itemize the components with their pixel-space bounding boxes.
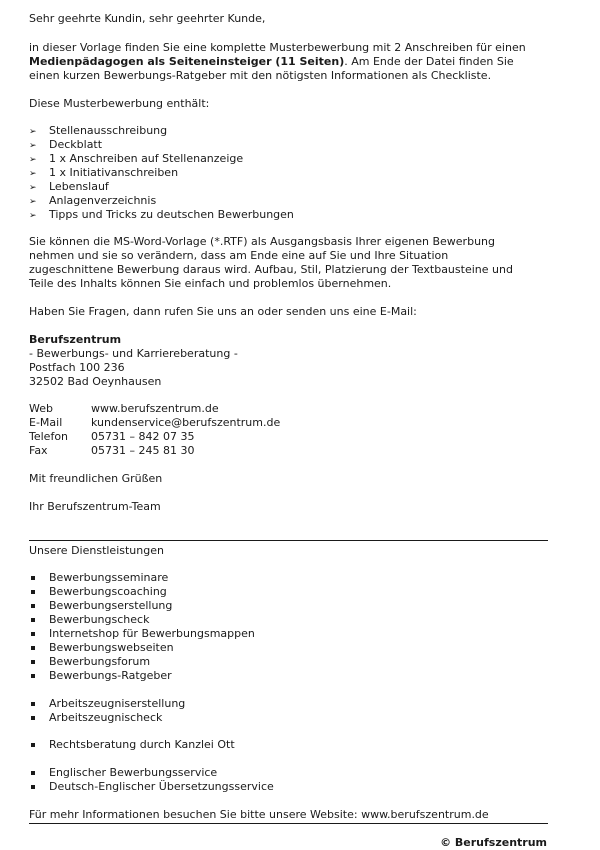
list-item: Deutsch-Englischer Übersetzungsservice [29, 780, 274, 794]
phone-value: 05731 – 842 07 35 [91, 430, 195, 443]
square-bullet-icon [29, 599, 49, 613]
contains-heading: Diese Musterbewerbung enthält: [29, 97, 210, 110]
list-item: Rechtsberatung durch Kanzlei Ott [29, 738, 235, 752]
list-item: ➢ 1 x Anschreiben auf Stellenanzeige [29, 152, 244, 165]
email-link[interactable]: kundenservice@berufszentrum.de [91, 416, 281, 429]
list-item: Bewerbungswebseiten [29, 641, 174, 655]
contact-web [29, 402, 219, 416]
list-item: ➢ Lebenslauf [29, 180, 109, 193]
services-heading: Unsere Dienstleistungen [29, 544, 164, 557]
contact-fax [29, 444, 194, 458]
list-item: ➢ Tipps und Tricks zu deutschen Bewerbungen [29, 208, 294, 221]
contact-label: Telefon [29, 430, 69, 443]
list-item: Internetshop für Bewerbungsmappen [29, 627, 255, 641]
square-bullet-icon [29, 641, 49, 655]
square-bullet-icon [29, 711, 49, 725]
address-street: Postfach 100 236 [29, 361, 125, 374]
contact-label: E-Mail [29, 416, 63, 429]
contact-phone [29, 430, 194, 444]
list-item: ➢ Deckblatt [29, 138, 103, 151]
arrow-bullet-icon: ➢ [29, 183, 37, 193]
arrow-bullet-icon: ➢ [29, 169, 37, 179]
fax-value: 05731 – 245 81 30 [91, 444, 195, 457]
company-name: Berufszentrum [29, 333, 122, 346]
web-link[interactable]: www.berufszentrum.de [91, 402, 219, 415]
square-bullet-icon [29, 585, 49, 599]
list-item: Englischer Bewerbungsservice [29, 766, 217, 780]
contact-label: Web [29, 402, 53, 415]
address-city: 32502 Bad Oeynhausen [29, 375, 162, 388]
list-item: ➢ Stellenausschreibung [29, 124, 168, 137]
intro-highlight: Medienpädagogen als Seiteneinsteiger (11 Seiten) [29, 55, 345, 68]
contact-label: Fax [29, 444, 48, 457]
arrow-bullet-icon: ➢ [29, 197, 37, 207]
arrow-bullet-icon: ➢ [29, 211, 37, 221]
square-bullet-icon [29, 697, 49, 711]
body-paragraph-line: Sie können die MS-Word-Vorlage (*.RTF) als Ausgangsbasis Ihrer eigenen Bewerbung [29, 235, 495, 248]
intro-line-1: in dieser Vorlage finden Sie eine komplette Musterbewerbung mit 2 Anschreiben für einen [29, 41, 526, 54]
list-item: Bewerbungs-Ratgeber [29, 669, 172, 683]
closing: Mit freundlichen Grüßen [29, 472, 163, 485]
square-bullet-icon [29, 627, 49, 641]
arrow-bullet-icon: ➢ [29, 127, 37, 137]
questions-text: Haben Sie Fragen, dann rufen Sie uns an oder senden uns eine E-Mail: [29, 305, 417, 318]
square-bullet-icon [29, 766, 49, 780]
list-item: Bewerbungscoaching [29, 585, 167, 599]
contact-email [29, 416, 280, 430]
arrow-bullet-icon: ➢ [29, 141, 37, 151]
list-item: Arbeitszeugnischeck [29, 711, 162, 725]
signature: Ihr Berufszentrum-Team [29, 500, 161, 513]
footer-info: Für mehr Informationen besuchen Sie bitte unsere Website: www.berufszentrum.de [29, 808, 489, 821]
body-paragraph-line: Teile des Inhalts können Sie einfach und problemlos übernehmen. [29, 277, 392, 290]
greeting: Sehr geehrte Kundin, sehr geehrter Kunde, [29, 12, 266, 25]
list-item: Bewerbungserstellung [29, 599, 172, 613]
list-item: ➢ Anlagenverzeichnis [29, 194, 157, 207]
square-bullet-icon [29, 571, 49, 585]
list-item: Arbeitszeugniserstellung [29, 697, 185, 711]
list-item: Bewerbungscheck [29, 613, 149, 627]
body-paragraph-line: nehmen und sie so verändern, dass am Ende eine auf Sie und Ihre Situation [29, 249, 449, 262]
square-bullet-icon [29, 738, 49, 752]
intro-line-2-rest: . Am Ende der Datei finden Sie [344, 55, 514, 68]
copyright: © Berufszentrum [440, 836, 547, 849]
list-item: ➢ 1 x Initiativanschreiben [29, 166, 179, 179]
arrow-bullet-icon: ➢ [29, 155, 37, 165]
intro-line-3: einen kurzen Bewerbungs-Ratgeber mit den nötigsten Informationen als Checkliste. [29, 69, 492, 82]
body-paragraph-line: zugeschnittene Bewerbung daraus wird. Aufbau, Stil, Platzierung der Textbausteine und [29, 263, 513, 276]
square-bullet-icon [29, 780, 49, 794]
company-tagline: - Bewerbungs- und Karriereberatung - [29, 347, 238, 360]
intro-line-2 [29, 55, 514, 69]
square-bullet-icon [29, 613, 49, 627]
square-bullet-icon [29, 669, 49, 683]
list-item: Bewerbungsseminare [29, 571, 168, 585]
list-item: Bewerbungsforum [29, 655, 150, 669]
footer-divider [29, 823, 548, 824]
square-bullet-icon [29, 655, 49, 669]
divider [29, 540, 548, 541]
